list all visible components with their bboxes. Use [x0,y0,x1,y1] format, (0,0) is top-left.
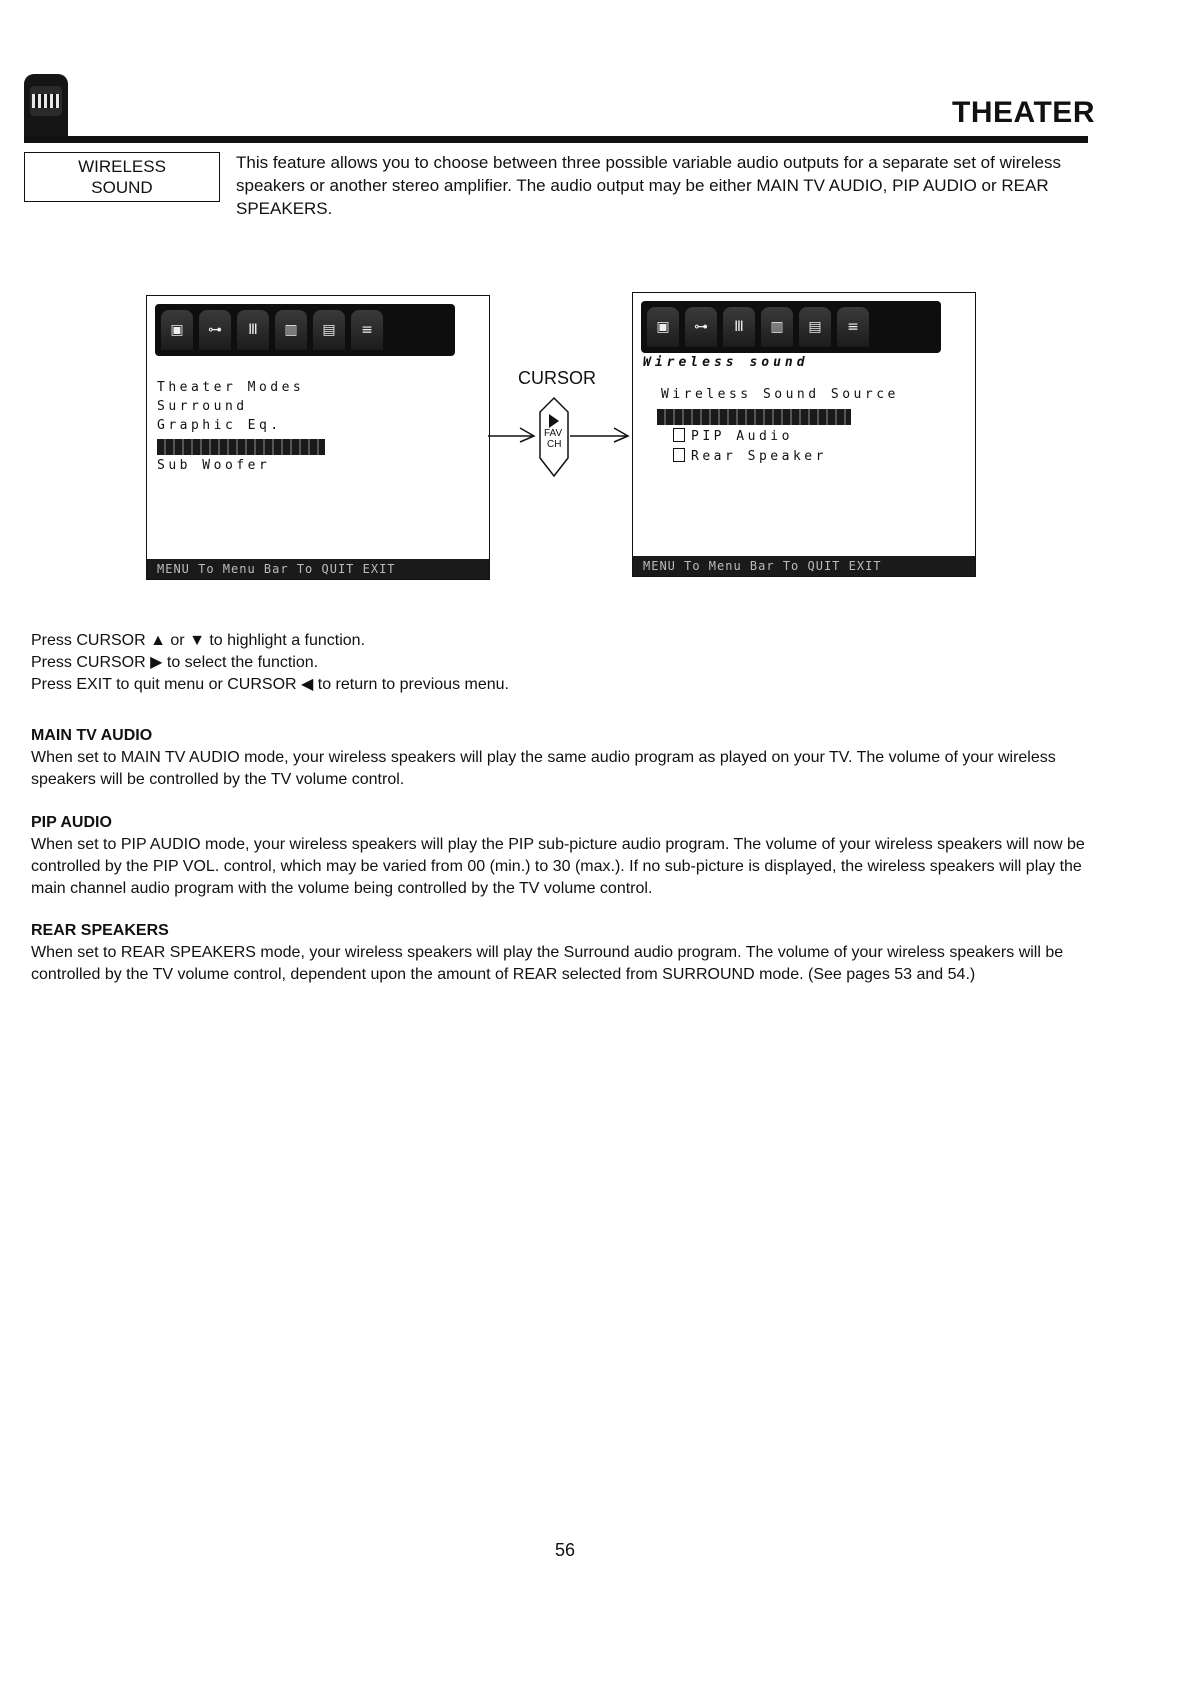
checkbox-icon[interactable] [673,448,685,462]
wireless-sound-source-label: Wireless Sound Source [661,387,899,402]
pip-audio-text: When set to PIP AUDIO mode, your wireless speakers will play the PIP sub-picture audio program. The volume of your wireless speakers will now be controlled by the PIP VOL. control, which may be varied from 00 (min.) to 30 (max.). If no sub-picture is displayed, the wireless speakers will play the main channel audio program with the volume being controlled by the TV volume control. [31,836,1085,897]
wireless-sound-title: Wireless sound [643,355,809,370]
menu-icon-bar-right [641,301,941,353]
theater-menu-panel [146,295,490,580]
instruction-line-3: Press EXIT to quit menu or CURSOR ◀ to return to previous menu. [31,676,509,693]
menu-footer: MENU To Menu Bar To QUIT EXIT [147,559,489,579]
menu-footer-right: MENU To Menu Bar To QUIT EXIT [633,556,975,576]
menu-item-graphic-eq[interactable]: Graphic Eq. [157,418,282,433]
cursor-diagram [488,392,638,482]
option-main-tv-audio-highlighted[interactable] [657,409,851,425]
theater-tv-icon [24,74,68,138]
section-label-box [24,152,220,202]
menu-icon-2[interactable]: ⊶ [685,307,717,347]
menu-icon-bar [155,304,455,356]
menu-item-wireless-sound-highlighted[interactable] [157,439,325,455]
menu-icon-1[interactable]: ▣ [161,310,193,350]
menu-item-sub-woofer[interactable]: Sub Woofer [157,458,271,473]
cursor-label: CURSOR [518,368,597,388]
section-label-line1: WIRELESS [78,157,166,176]
right-arrow-icon [570,428,628,442]
menu-icon-4[interactable]: ▥ [761,307,793,347]
section-label-line2: SOUND [91,178,153,197]
menu-icon-5[interactable]: ▤ [313,310,345,350]
checkbox-icon[interactable] [673,428,685,442]
wireless-sound-menu-panel [632,292,976,577]
menu-icon-2[interactable]: ⊶ [199,310,231,350]
menu-icon-3[interactable]: Ⅲ [723,307,755,347]
rear-speakers-text: When set to REAR SPEAKERS mode, your wireless speakers will play the Surround audio program. The volume of your wireless speakers will be controlled by the TV volume control, dependent upon the amount of REAR selected from SURROUND mode. (See pages 53 and 54.) [31,944,1064,983]
main-tv-audio-text: When set to MAIN TV AUDIO mode, your wireless speakers will play the same audio program as played on your TV. The volume of your wireless speakers will be controlled by the TV volume control. [31,749,1056,788]
instruction-line-1: Press CURSOR ▲ or ▼ to highlight a function. [31,632,366,649]
menu-icon-3[interactable]: Ⅲ [237,310,269,350]
cursor-fav-label: FAV [544,428,563,439]
menu-icon-5[interactable]: ▤ [799,307,831,347]
menu-item-theater-modes[interactable]: Theater Modes [157,380,305,395]
rear-speakers-heading: REAR SPEAKERS [31,922,169,939]
page-title: THEATER [952,96,1095,129]
instruction-line-2: Press CURSOR ▶ to select the function. [31,654,319,671]
cursor-ch-label: CH [547,439,562,450]
menu-icon-6[interactable]: ≡ [837,307,869,347]
menu-icon-1[interactable]: ▣ [647,307,679,347]
page-number: 56 [555,1540,576,1560]
header-rule [24,136,1088,143]
menu-icon-6[interactable]: ≡ [351,310,383,350]
main-tv-audio-heading: MAIN TV AUDIO [31,727,153,744]
option-pip-audio[interactable]: PIP Audio [673,427,793,447]
left-arrow-icon [488,428,534,442]
menu-item-surround[interactable]: Surround [157,399,248,414]
option-rear-speaker[interactable]: Rear Speaker [673,447,827,467]
menu-icon-4[interactable]: ▥ [275,310,307,350]
pip-audio-heading: PIP AUDIO [31,814,112,831]
intro-text: This feature allows you to choose between three possible variable audio outputs for a separate set of wireless speakers or another stereo amplifier. The audio output may be either MAIN TV AUDIO, PIP AUDIO or REAR SPEAKERS. [236,153,1061,218]
